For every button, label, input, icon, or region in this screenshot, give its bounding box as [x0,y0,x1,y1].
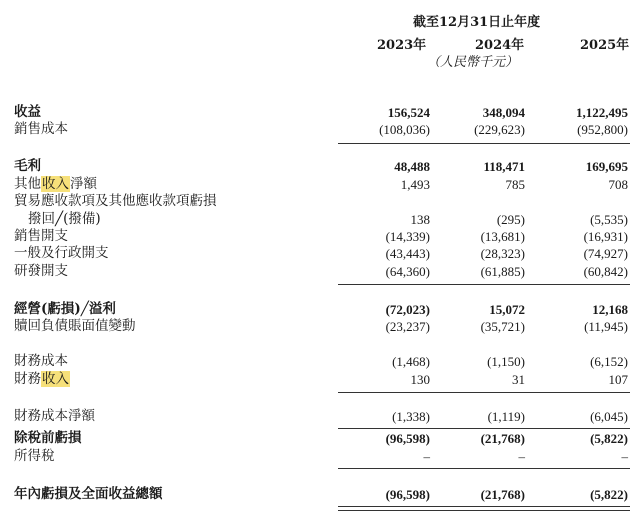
row-label: 其他收入淨額 [14,176,97,192]
value-2023: 1,493 [400,177,430,192]
row-label: 財務成本淨額 [14,408,95,424]
total-double-rule [338,506,434,511]
row-label: 收益 [14,104,41,120]
subtotal-rule [338,284,434,285]
row-label: 財務收入 [14,371,69,387]
subtotal-rule [530,284,630,285]
row-label: 年內虧損及全面收益總額 [14,486,163,502]
value-2024: 31 [512,372,525,387]
row-label: 贖回負債賬面值變動 [14,318,136,334]
row-label: 經營(虧損)╱溢利 [14,301,116,317]
table-row-revenue [0,104,640,121]
subtotal-rule [434,143,530,144]
subtotal-rule [434,284,530,285]
value-2023: (96,598) [385,487,430,502]
value-2024: (1,119) [487,409,525,424]
table-row-impairment [0,211,640,228]
value-2023: (14,339) [385,229,430,244]
table-row-income-tax [0,448,640,465]
value-2024: (21,768) [480,431,525,446]
value-2023: 138 [410,212,430,227]
total-double-rule [434,506,530,511]
value-2023: – [423,449,430,464]
value-2025: 12,168 [592,302,628,317]
value-2024: 785 [505,177,525,192]
row-label: 所得稅 [14,448,55,464]
row-label: 研發開支 [14,263,68,279]
value-2025: (5,822) [590,487,628,502]
subtotal-rule [434,468,530,469]
table-row-selling-expenses [0,228,640,245]
value-2023: (96,598) [385,431,430,446]
subtotal-rule [530,392,630,393]
value-2025: 107 [608,372,628,387]
table-row-total-loss [0,486,640,503]
subtotal-rule [530,143,630,144]
table-row-net-finance-costs [0,408,640,425]
value-2024: (295) [496,212,525,227]
row-label: 銷售開支 [14,228,68,244]
value-2025: (6,045) [590,409,628,424]
table-row-impairment-label [0,193,640,210]
value-2023: 130 [410,372,430,387]
table-row-redemption-liability [0,318,640,335]
row-label: 財務成本 [14,353,68,369]
value-2023: (108,036) [379,122,430,137]
value-2025: (11,945) [584,319,628,334]
subtotal-rule [338,143,434,144]
table-row-gross-profit [0,158,640,175]
value-2024: (21,768) [480,487,525,502]
highlight-mark: 收入 [42,371,69,387]
value-2025: – [621,449,628,464]
row-label: 貿易應收款項及其他應收款項虧損 [14,193,217,209]
table-row-cost-of-sales [0,121,640,138]
row-label: 撥回╱(撥備) [28,211,101,227]
row-label: 毛利 [14,158,41,174]
table-row-operating-result [0,301,640,318]
value-2025: 708 [608,177,628,192]
table-row-finance-income [0,371,640,388]
table-row-other-income [0,176,640,193]
value-2025: 169,695 [585,159,628,174]
table-row-admin-expenses [0,245,640,262]
value-2024: – [518,449,525,464]
value-2023: (1,338) [392,409,430,424]
value-2023: (23,237) [385,319,430,334]
value-2024: 15,072 [489,302,525,317]
subtotal-rule [434,428,530,429]
value-2024: (28,323) [480,246,525,261]
value-2023: 48,488 [394,159,430,174]
subtotal-rule [530,468,630,469]
unit-label: （人民幣千元） [427,55,519,70]
value-2024: 348,094 [482,105,525,120]
row-label: 一般及行政開支 [14,245,109,261]
value-2025: (5,822) [590,431,628,446]
value-2025: (952,800) [577,122,628,137]
table-row-finance-costs [0,353,640,370]
year-2023-header: 2023年 [377,38,427,53]
subtotal-rule [338,428,434,429]
value-2024: (35,721) [480,319,525,334]
row-label: 銷售成本 [14,121,68,137]
subtotal-rule [530,428,630,429]
value-2025: (60,842) [583,264,628,279]
value-2025: (6,152) [590,354,628,369]
value-2025: (5,535) [590,212,628,227]
value-2023: (1,468) [392,354,430,369]
value-2024: (229,623) [474,122,525,137]
value-2023: (64,360) [385,264,430,279]
subtotal-rule [338,468,434,469]
total-double-rule [530,506,630,511]
table-row-rnd-expenses [0,263,640,280]
period-title: 截至12月31日止年度 [413,15,541,30]
subtotal-rule [434,392,530,393]
value-2023: 156,524 [387,105,430,120]
value-2024: (13,681) [480,229,525,244]
highlight-mark: 收入 [42,176,69,192]
value-2024: (61,885) [480,264,525,279]
value-2025: 1,122,495 [576,105,628,120]
value-2023: (72,023) [385,302,430,317]
year-2024-header: 2024年 [475,38,525,53]
value-2024: 118,471 [483,159,525,174]
year-2025-header: 2025年 [580,38,630,53]
value-2023: (43,443) [385,246,430,261]
value-2025: (74,927) [583,246,628,261]
value-2024: (1,150) [487,354,525,369]
row-label: 除稅前虧損 [14,430,82,446]
value-2025: (16,931) [583,229,628,244]
table-row-loss-before-tax [0,430,640,447]
subtotal-rule [338,392,434,393]
